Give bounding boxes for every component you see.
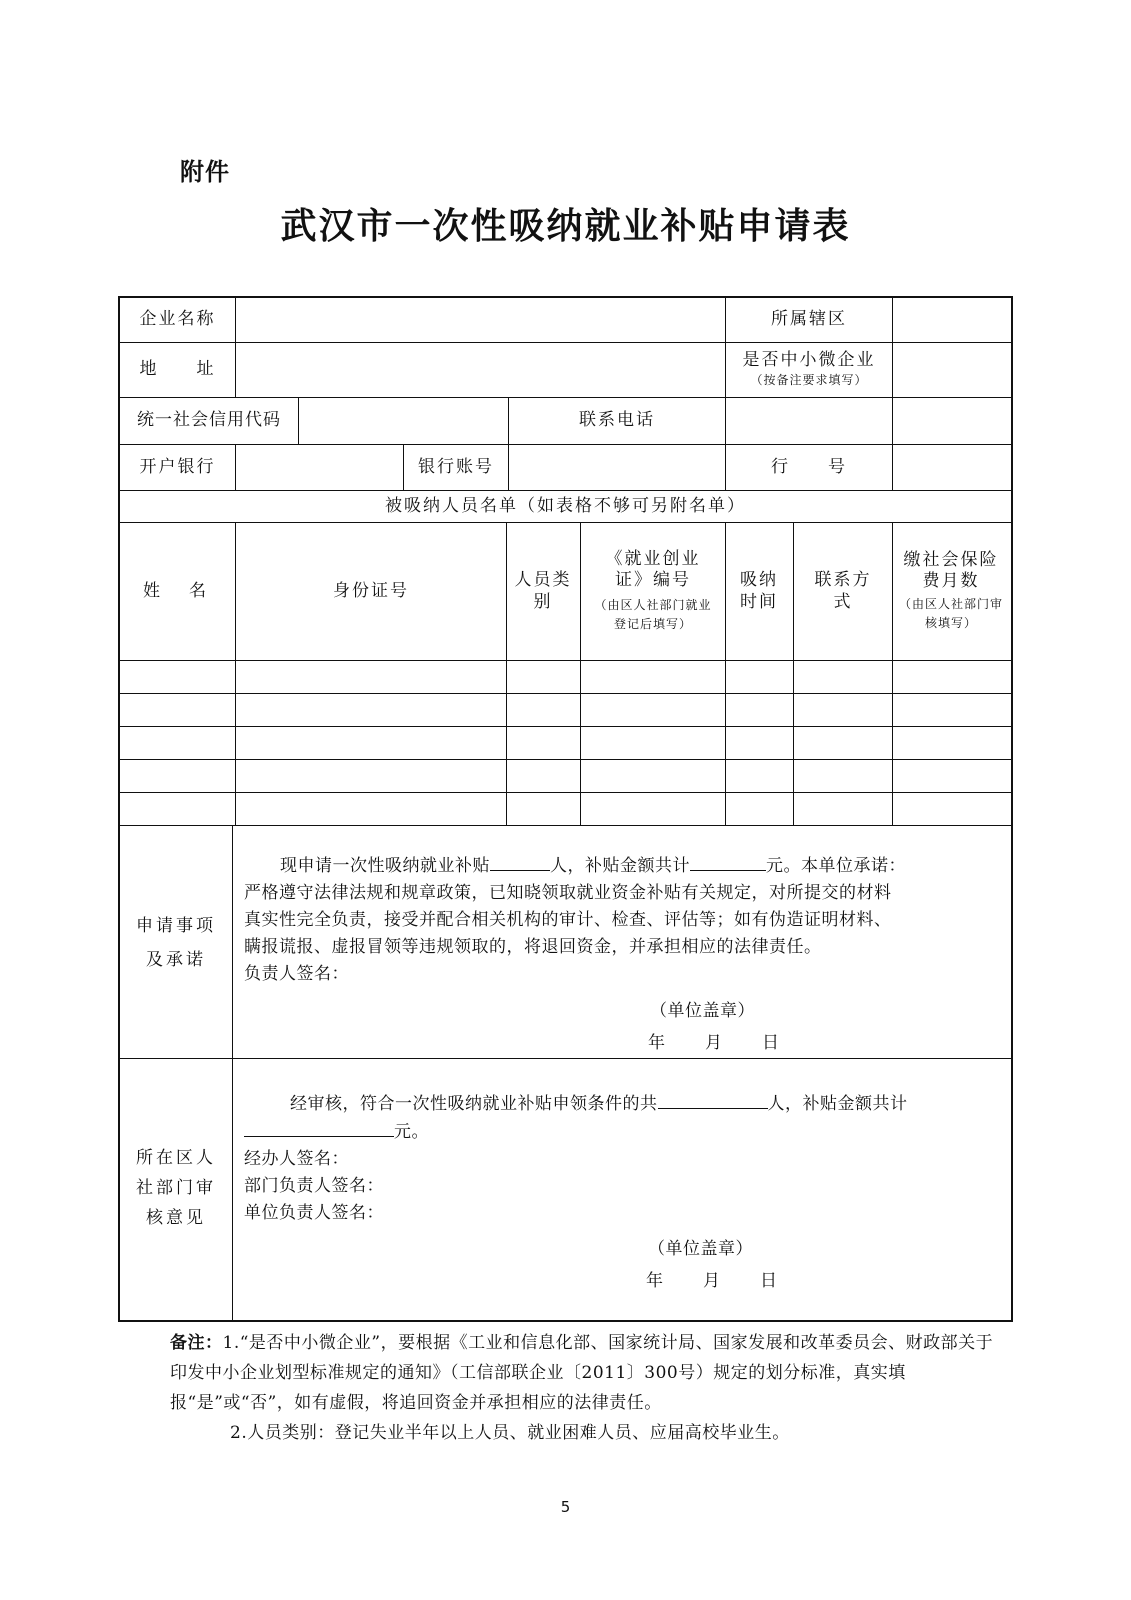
application-text bbox=[244, 852, 1004, 988]
review-count-blank[interactable] bbox=[658, 1090, 768, 1109]
review-amount-blank[interactable] bbox=[244, 1118, 394, 1137]
applicant-count-blank[interactable] bbox=[490, 852, 550, 871]
application-line4: 瞒报谎报、虚报冒领等违规领取的，将退回资金，并承担相应的法律责任。 bbox=[244, 937, 822, 957]
page-number: 5 bbox=[560, 1498, 571, 1516]
phone-field[interactable] bbox=[726, 398, 1011, 444]
sme-hint: （按备注要求填写） bbox=[750, 373, 868, 388]
attachment-label: 附件 bbox=[180, 158, 230, 186]
application-line3: 真实性完全负责，接受并配合相关机构的审计、检查、评估等；如有伪造证明材料、 bbox=[244, 910, 892, 930]
review-text bbox=[244, 1090, 1004, 1227]
form-title: 武汉市一次性吸纳就业补贴申请表 bbox=[280, 206, 851, 247]
application-date: 年 月 日 bbox=[648, 1033, 781, 1053]
company-name-field[interactable] bbox=[236, 298, 725, 342]
credit-code-label: 统一社会信用代码 bbox=[137, 410, 281, 431]
roster-caption: 被吸纳人员名单（如表格不够可另附名单） bbox=[385, 495, 746, 516]
header-months: 缴社会保险费月数 bbox=[903, 550, 999, 592]
review-handler: 经办人签名： bbox=[244, 1149, 349, 1169]
col-rule bbox=[793, 522, 794, 825]
sme-label: 是否中小微企业 bbox=[742, 349, 876, 370]
review-text-b: 人，补贴金额共计 bbox=[767, 1094, 908, 1114]
header-category: 人员类别 bbox=[514, 570, 572, 612]
notes-item-1: 1.“是否中小微企业”，要根据《工业和信息化部、国家统计局、国家发展和改革委员会、财政部关于印发中小企业划型标准规定的通知》（工信部联企业〔2011〕300号）规定的划分标准，真实填报“是”或“否”，如有虚假，将追回资金并承担相应的法律责任。 bbox=[170, 1333, 994, 1413]
application-text-c: 元。本单位承诺： bbox=[766, 856, 906, 876]
address-field[interactable] bbox=[236, 343, 725, 397]
application-form-table bbox=[118, 296, 1013, 1322]
row-rule bbox=[120, 759, 1011, 760]
review-seal: （单位盖章） bbox=[648, 1239, 753, 1259]
account-field[interactable] bbox=[509, 445, 725, 490]
application-signer: 负责人签名： bbox=[244, 964, 349, 984]
notes-label: 备注： bbox=[170, 1333, 223, 1353]
bank-label: 开户银行 bbox=[139, 456, 216, 477]
header-months-cell bbox=[898, 523, 1004, 660]
application-text-a: 现申请一次性吸纳就业补贴 bbox=[280, 856, 490, 876]
review-unit-head: 单位负责人签名： bbox=[244, 1203, 384, 1223]
application-label: 申请事项及承诺 bbox=[136, 916, 216, 970]
company-name-label: 企业名称 bbox=[139, 309, 216, 330]
review-date: 年 月 日 bbox=[646, 1271, 779, 1291]
sme-label-cell bbox=[726, 343, 892, 397]
sme-field[interactable] bbox=[893, 343, 1011, 397]
header-cert: 《就业创业证》编号 bbox=[605, 549, 701, 591]
col-rule bbox=[892, 522, 893, 825]
row-rule bbox=[120, 660, 1011, 661]
bank-field[interactable] bbox=[236, 445, 403, 490]
phone-label: 联系电话 bbox=[579, 410, 655, 431]
credit-code-field[interactable] bbox=[299, 398, 508, 444]
row-rule bbox=[120, 1058, 1011, 1059]
bank-no-label: 行 号 bbox=[771, 456, 847, 477]
col-rule bbox=[580, 522, 581, 825]
row-rule bbox=[120, 825, 1011, 826]
review-dept-head: 部门负责人签名： bbox=[244, 1176, 384, 1196]
review-text-a: 经审核，符合一次性吸纳就业补贴申领条件的共 bbox=[290, 1094, 658, 1114]
header-cert-hint: （由区人社部门就业登记后填写） bbox=[594, 597, 712, 631]
review-text-c: 元。 bbox=[394, 1122, 429, 1142]
header-name: 姓 名 bbox=[143, 580, 212, 601]
notes-item-2: 2.人员类别：登记失业半年以上人员、就业困难人员、应届高校毕业生。 bbox=[230, 1423, 790, 1443]
applicant-amount-blank[interactable] bbox=[690, 852, 766, 871]
header-months-hint: （由区人社部门审核填写） bbox=[898, 596, 1003, 630]
header-cert-cell bbox=[591, 523, 715, 660]
account-label: 银行账号 bbox=[418, 456, 494, 477]
bank-no-field[interactable] bbox=[893, 445, 1011, 490]
row-rule bbox=[120, 726, 1011, 727]
col-rule bbox=[725, 522, 726, 825]
district-label: 所属辖区 bbox=[771, 309, 847, 330]
district-field[interactable] bbox=[893, 298, 1011, 342]
col-rule bbox=[506, 522, 507, 825]
notes bbox=[170, 1328, 1000, 1448]
application-line2: 严格遵守法律法规和规章政策，已知晓领取就业资金补贴有关规定，对所提交的材料 bbox=[244, 883, 892, 903]
col-rule bbox=[232, 825, 233, 1322]
row-rule bbox=[120, 693, 1011, 694]
row-rule bbox=[120, 792, 1011, 793]
header-id: 身份证号 bbox=[333, 580, 409, 601]
application-text-b: 人，补贴金额共计 bbox=[550, 856, 690, 876]
address-label: 地 址 bbox=[139, 359, 216, 380]
header-time: 吸纳时间 bbox=[740, 570, 778, 612]
application-seal: （单位盖章） bbox=[650, 1001, 755, 1021]
review-label: 所在区人社部门审核意见 bbox=[136, 1148, 216, 1228]
header-contact: 联系方式 bbox=[814, 570, 872, 612]
